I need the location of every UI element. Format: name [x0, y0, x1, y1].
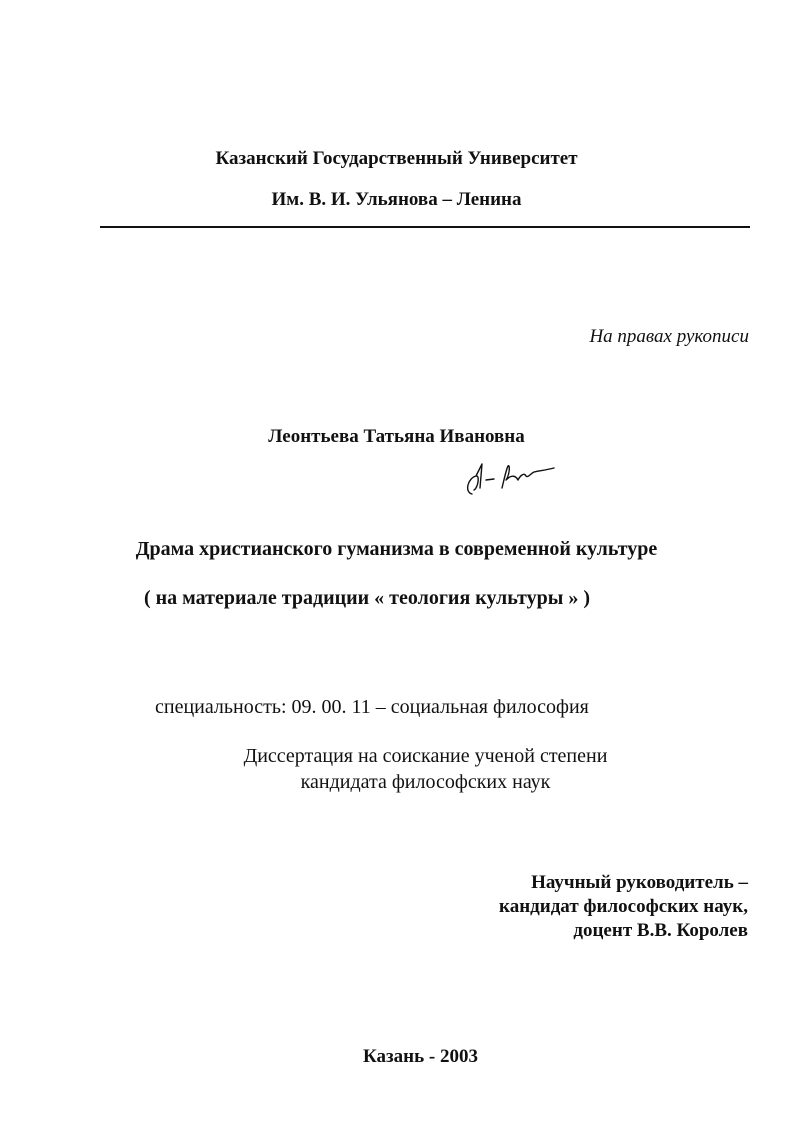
university-named-after: Им. В. И. Ульянова – Ленина	[271, 189, 522, 210]
header-divider	[100, 226, 750, 228]
degree-line-2: кандидата философских наук	[300, 771, 551, 793]
dissertation-subtitle: ( на материале традиции « теология культуры » )	[144, 587, 590, 609]
city-year: Казань - 2003	[363, 1046, 478, 1067]
signature-icon	[458, 458, 558, 502]
supervisor-name: доцент В.В. Королев	[573, 920, 748, 941]
dissertation-title: Драма христианского гуманизма в современной культуре	[135, 538, 658, 560]
supervisor-degree: кандидат философских наук,	[499, 896, 748, 917]
university-name: Казанский Государственный Университет	[215, 148, 578, 169]
supervisor-label: Научный руководитель –	[531, 872, 748, 893]
degree-line-1: Диссертация на соискание ученой степени	[243, 745, 608, 767]
manuscript-note: На правах рукописи	[589, 326, 749, 347]
author-name: Леонтьева Татьяна Ивановна	[268, 426, 525, 447]
specialty-line: специальность: 09. 00. 11 – социальная философия	[155, 696, 589, 718]
